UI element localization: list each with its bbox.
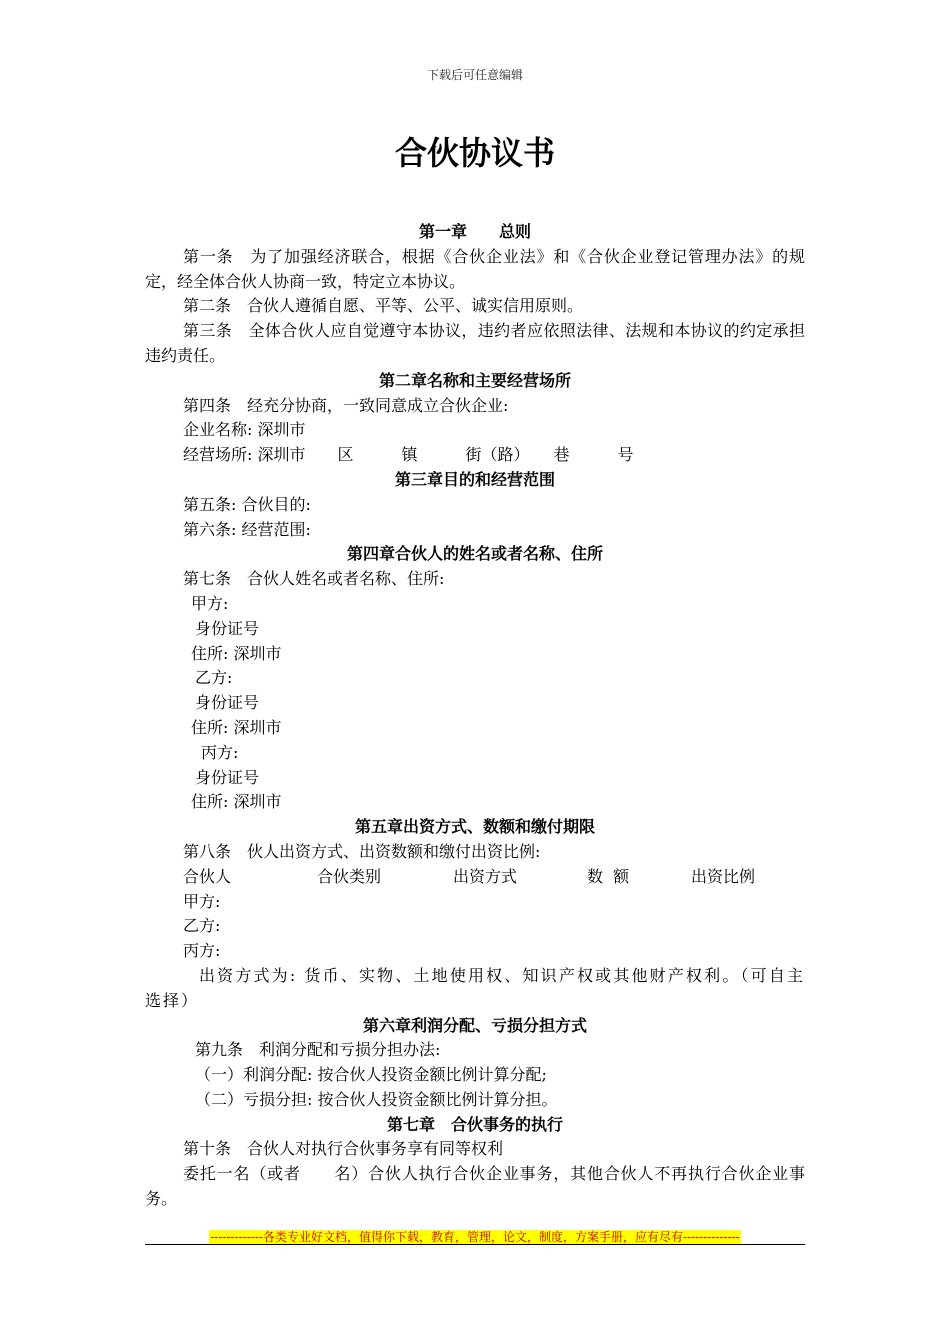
party-a-id: 身份证号 (195, 618, 260, 638)
article-8: 第八条 伙人出资方式、出资数额和缴付出资比例: (183, 841, 541, 861)
article-10: 第十条 合伙人对执行合伙事务享有同等权利 (183, 1139, 504, 1159)
chapter-4-heading: 第四章合伙人的姓名或者名称、住所 (346, 544, 603, 564)
col-partner: 合伙人 (183, 866, 232, 886)
contribution-table-header (145, 865, 805, 890)
col-amount: 数 额 (587, 866, 630, 886)
chapter-5-heading: 第五章出资方式、数额和缴付期限 (354, 817, 595, 837)
article-2: 第二条 合伙人遵循自愿、平等、公平、诚实信用原则。 (183, 296, 584, 316)
chapter-1-heading: 第一章 总则 (418, 222, 531, 241)
document-title: 合伙协议书 (394, 134, 555, 172)
contribution-row-c: 丙方: (183, 941, 221, 961)
party-c-label: 丙方: (201, 742, 239, 762)
contribution-row-a: 甲方: (183, 891, 221, 911)
party-a-label: 甲方: (191, 593, 229, 613)
article-4: 第四条 经充分协商，一致同意成立合伙企业: (183, 395, 509, 415)
delegation-clause: 委托一名（或者 名）合伙人执行合伙企业事务，其他合伙人不再执行合伙企业事务。 (145, 1164, 805, 1209)
party-b-address: 住所: 深圳市 (191, 717, 282, 737)
article-9: 第九条 利润分配和亏损分担办法: (195, 1040, 441, 1060)
article-5: 第五条: 合伙目的: (183, 494, 311, 514)
party-b-id: 身份证号 (195, 693, 260, 713)
chapter-3-heading: 第三章目的和经营范围 (394, 469, 555, 489)
article-1: 第一条 为了加强经济联合，根据《合伙企业法》和《合伙企业登记管理办法》的规定，经全体合伙人协商一致，特定立本协议。 (145, 246, 805, 291)
profit-distribution: （一）利润分配: 按合伙人投资金额比例计算分配; (195, 1065, 547, 1085)
party-a-address: 住所: 深圳市 (191, 643, 282, 663)
col-ratio: 出资比例 (691, 866, 756, 886)
footer-banner-text: -------------各类专业好文档，值得你下载，教育，管理，论文，制度，方案手册，应有尽有-------------- (210, 1230, 740, 1244)
company-name-line: 企业名称: 深圳市 (183, 420, 306, 440)
chapter-2-heading: 第二章名称和主要经营场所 (378, 370, 571, 390)
chapter-7-heading: 第七章 合伙事务的执行 (386, 1114, 563, 1134)
col-contribution-method: 出资方式 (453, 866, 518, 886)
loss-sharing: （二）亏损分担: 按合伙人投资金额比例计算分担。 (195, 1089, 558, 1109)
party-b-label: 乙方: (195, 668, 233, 688)
footer-divider (145, 1244, 805, 1245)
document-body (145, 220, 805, 1212)
footer-banner (0, 1226, 950, 1245)
article-6: 第六条: 经营范围: (183, 519, 311, 539)
col-partner-type: 合伙类别 (317, 866, 382, 886)
party-c-id: 身份证号 (195, 767, 260, 787)
party-c-address: 住所: 深圳市 (191, 792, 282, 812)
chapter-6-heading: 第六章利润分配、亏损分担方式 (362, 1015, 587, 1035)
article-7: 第七条 合伙人姓名或者名称、住所: (183, 569, 445, 589)
contribution-row-b: 乙方: (183, 916, 221, 936)
contribution-methods: 出资方式为: 货币、实物、土地使用权、知识产权或其他财产权利。（可自主选择） (145, 965, 805, 1010)
header-note: 下载后可任意编辑 (426, 68, 523, 82)
article-3: 第三条 全体合伙人应自觉遵守本协议，违约者应依照法律、法规和本协议的约定承担违约责任。 (145, 321, 805, 365)
business-place-line: 经营场所: 深圳市 区 镇 街（路） 巷 号 (183, 445, 634, 465)
